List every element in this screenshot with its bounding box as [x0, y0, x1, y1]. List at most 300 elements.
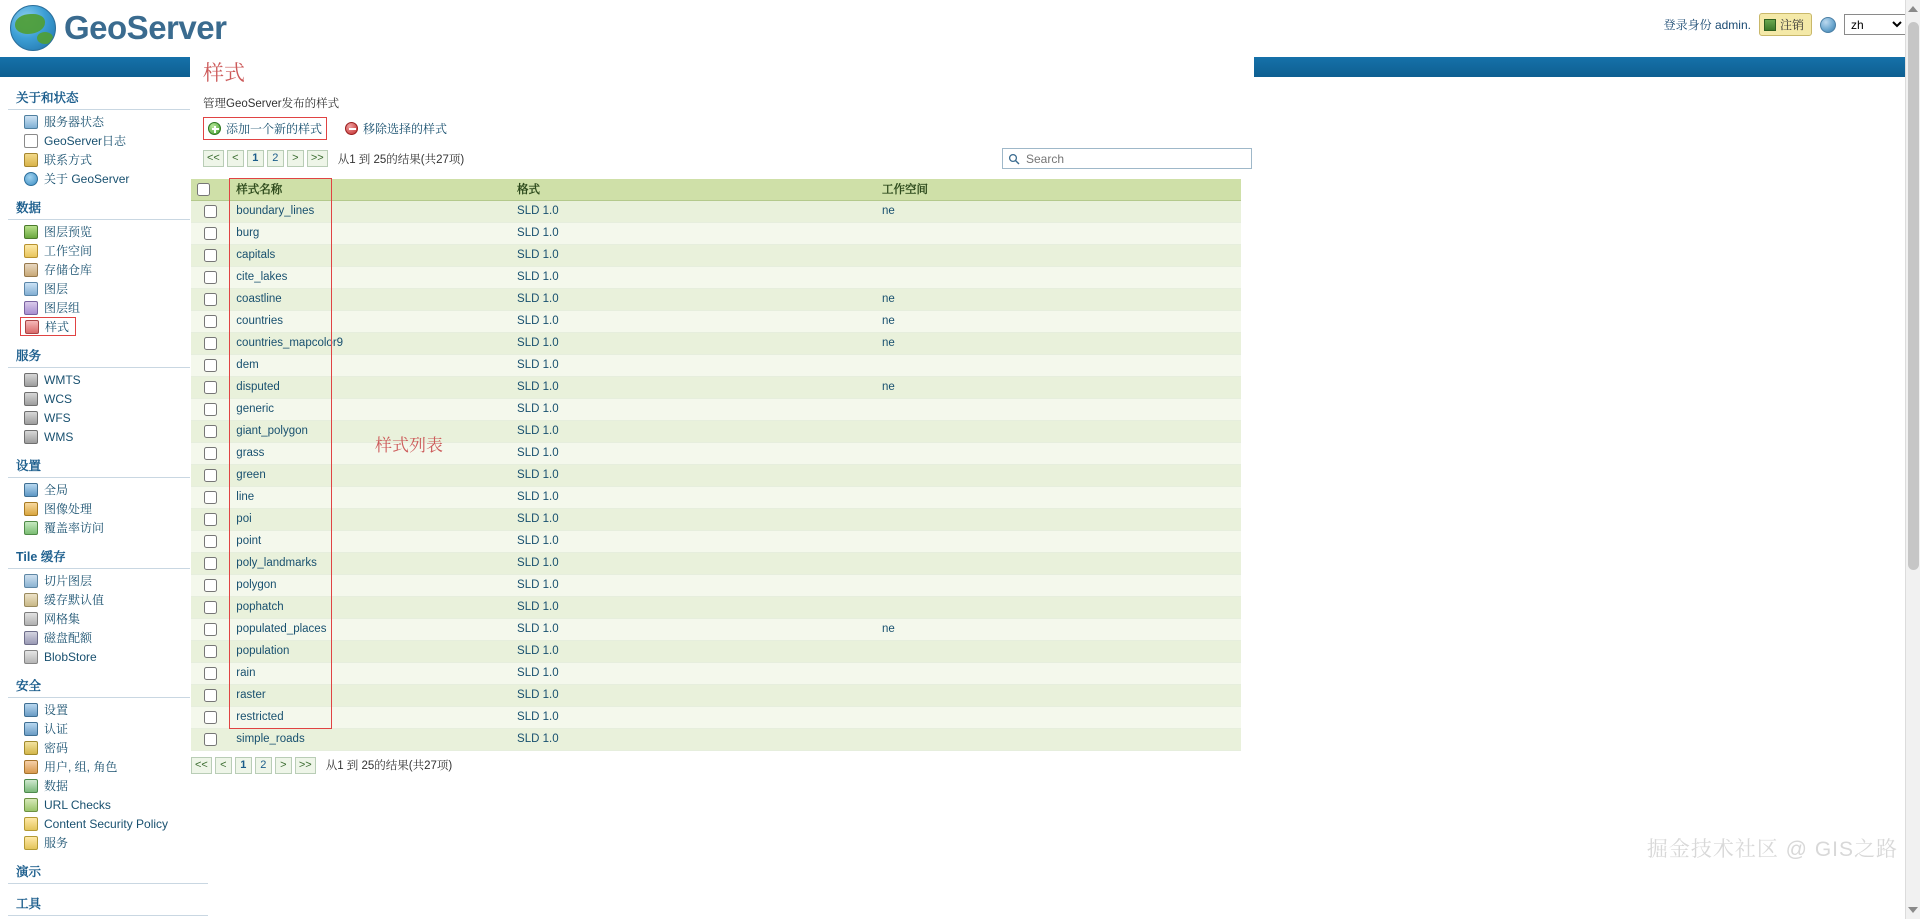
row-select-cell	[191, 332, 230, 354]
auth-icon	[24, 722, 38, 736]
pager-page-1[interactable]: 1	[235, 757, 252, 774]
url-check-icon	[24, 798, 38, 812]
style-format-cell: SLD 1.0	[511, 486, 876, 508]
login-status-text: 登录身份 admin.	[1663, 18, 1751, 32]
style-name-link[interactable]: dem	[236, 359, 259, 371]
cache-icon	[24, 593, 38, 607]
style-name-cell[interactable]	[230, 420, 511, 442]
sidebar-item-tile-layers[interactable]	[8, 571, 208, 590]
style-name-cell[interactable]	[230, 266, 511, 288]
style-name-link[interactable]: population	[236, 645, 290, 657]
sidebar-item-wfs[interactable]	[8, 408, 208, 427]
row-select-cell	[191, 354, 230, 376]
style-format-cell: SLD 1.0	[511, 508, 876, 530]
watermark: 掘金技术社区 @ GIS之路	[1646, 838, 1898, 861]
row-select-cell	[191, 530, 230, 552]
table-row	[191, 354, 1241, 376]
sidebar-item-label: 密码	[44, 740, 69, 755]
language-select[interactable]	[1844, 14, 1906, 35]
style-name-cell[interactable]	[230, 640, 511, 662]
sidebar-item-layer-groups[interactable]	[8, 298, 208, 317]
style-workspace-cell: ne	[876, 376, 1241, 398]
sidebar-item-label: 图层组	[44, 300, 81, 315]
style-workspace-cell	[876, 266, 1241, 288]
style-name-link[interactable]: poly_landmarks	[236, 557, 317, 569]
sidebar-item-blobstore[interactable]	[8, 647, 208, 666]
row-select-checkbox[interactable]	[204, 645, 217, 658]
styles-table	[191, 179, 1241, 751]
table-header-row	[191, 179, 1241, 200]
style-name-link[interactable]: cite_lakes	[236, 271, 288, 283]
sidebar-item-about[interactable]	[8, 169, 208, 188]
style-name-cell[interactable]	[230, 200, 511, 222]
pager-next[interactable]: >	[287, 150, 304, 167]
add-style-button[interactable]	[203, 117, 327, 140]
plus-icon	[208, 122, 221, 135]
row-select-cell	[191, 706, 230, 728]
sidebar-item-content-security-policy[interactable]	[8, 814, 208, 833]
style-name-cell[interactable]	[230, 530, 511, 552]
row-select-checkbox[interactable]	[204, 579, 217, 592]
sidebar-item-layer-preview[interactable]	[8, 222, 208, 241]
style-workspace-cell	[876, 244, 1241, 266]
coverage-icon	[24, 521, 38, 535]
style-workspace-cell	[876, 354, 1241, 376]
table-row	[191, 662, 1241, 684]
service-icon	[24, 392, 38, 406]
row-select-checkbox[interactable]	[204, 227, 217, 240]
row-select-checkbox[interactable]	[204, 271, 217, 284]
sidebar-item-geoserver-logs[interactable]	[8, 131, 208, 150]
logout-button[interactable]	[1759, 13, 1812, 36]
style-name-link[interactable]: giant_polygon	[236, 425, 308, 437]
pager-bottom	[191, 757, 452, 774]
sidebar-item-label: 覆盖率访问	[44, 520, 105, 535]
remove-styles-button[interactable]	[341, 118, 451, 139]
page-scrollbar[interactable]	[1905, 0, 1920, 919]
style-format-cell: SLD 1.0	[511, 376, 876, 398]
row-select-cell	[191, 420, 230, 442]
sidebar-item-caching-defaults[interactable]	[8, 590, 208, 609]
style-workspace-cell: ne	[876, 332, 1241, 354]
sidebar-item-label: URL Checks	[44, 797, 111, 812]
nav-group-status	[8, 80, 208, 188]
table-row	[191, 442, 1241, 464]
sidebar-item-label: 服务器状态	[44, 114, 105, 129]
style-name-cell[interactable]	[230, 596, 511, 618]
row-select-checkbox[interactable]	[204, 513, 217, 526]
nav-group-settings	[8, 448, 208, 537]
table-row	[191, 530, 1241, 552]
style-name-cell[interactable]	[230, 310, 511, 332]
styles-table-body	[191, 200, 1241, 750]
nav-group-title: 关于和状态	[8, 80, 208, 110]
style-name-cell[interactable]	[230, 222, 511, 244]
column-header-workspace[interactable]: 工作空间	[876, 179, 1241, 200]
style-format-cell: SLD 1.0	[511, 442, 876, 464]
sidebar-item-url-checks[interactable]	[8, 795, 208, 814]
style-name-cell[interactable]	[230, 464, 511, 486]
style-format-cell: SLD 1.0	[511, 552, 876, 574]
style-workspace-cell	[876, 442, 1241, 464]
table-row	[191, 640, 1241, 662]
grid-icon	[24, 612, 38, 626]
style-workspace-cell	[876, 508, 1241, 530]
sidebar-item-styles[interactable]	[20, 317, 76, 336]
nav-group-title: 工具	[8, 886, 208, 916]
pager-prev[interactable]: <	[215, 757, 232, 774]
style-name-link[interactable]: disputed	[236, 381, 280, 393]
style-name-link[interactable]: line	[236, 491, 255, 503]
style-workspace-cell: ne	[876, 200, 1241, 222]
pager-summary: 从1 到 25的结果(共27项)	[337, 153, 465, 166]
style-workspace-cell	[876, 596, 1241, 618]
style-format-cell: SLD 1.0	[511, 288, 876, 310]
sidebar-item-label: GeoServer日志	[44, 133, 127, 148]
sidebar-item-label: Content Security Policy	[44, 816, 169, 831]
row-select-checkbox[interactable]	[204, 403, 217, 416]
style-name-link[interactable]: restricted	[236, 711, 284, 723]
pager-prev[interactable]: <	[227, 150, 244, 167]
sidebar-item-label: 切片图层	[44, 573, 93, 588]
sidebar-item-label: 磁盘配额	[44, 630, 93, 645]
sidebar-item-global[interactable]	[8, 480, 208, 499]
style-name-link[interactable]: pophatch	[236, 601, 284, 613]
table-row	[191, 508, 1241, 530]
style-format-cell: SLD 1.0	[511, 618, 876, 640]
nav-group-title: 数据	[8, 190, 208, 220]
sidebar-item-coverage-access[interactable]	[8, 518, 208, 537]
row-select-checkbox[interactable]	[204, 623, 217, 636]
row-select-checkbox[interactable]	[204, 469, 217, 482]
app-logo[interactable]	[10, 5, 226, 51]
style-name-link[interactable]: green	[236, 469, 266, 481]
style-workspace-cell: ne	[876, 288, 1241, 310]
add-style-label: 添加一个新的样式	[226, 122, 323, 136]
row-select-checkbox[interactable]	[204, 315, 217, 328]
sidebar-item-label: 联系方式	[44, 152, 93, 167]
table-row	[191, 398, 1241, 420]
pager-page-2[interactable]: 2	[255, 757, 272, 774]
style-name-link[interactable]: poi	[236, 513, 252, 525]
style-name-cell[interactable]	[230, 244, 511, 266]
row-select-cell	[191, 486, 230, 508]
style-format-cell: SLD 1.0	[511, 464, 876, 486]
sidebar-item-label: 服务	[44, 835, 69, 850]
table-row	[191, 706, 1241, 728]
style-name-link[interactable]: populated_places	[236, 623, 327, 635]
style-workspace-cell	[876, 640, 1241, 662]
pager-last[interactable]: >>	[307, 150, 328, 167]
row-select-cell	[191, 200, 230, 222]
row-select-checkbox[interactable]	[204, 425, 217, 438]
row-select-cell	[191, 442, 230, 464]
style-format-cell: SLD 1.0	[511, 706, 876, 728]
search-box[interactable]	[1002, 148, 1252, 169]
style-workspace-cell	[876, 464, 1241, 486]
row-select-cell	[191, 574, 230, 596]
style-workspace-cell	[876, 574, 1241, 596]
row-select-cell	[191, 662, 230, 684]
nav-group-title: 服务	[8, 338, 208, 368]
style-name-link[interactable]: raster	[236, 689, 266, 701]
pager-summary: 从1 到 25的结果(共27项)	[325, 760, 453, 772]
sidebar-item-passwords[interactable]	[8, 738, 208, 757]
panel-header	[191, 47, 1254, 179]
row-select-checkbox[interactable]	[204, 359, 217, 372]
style-name-cell[interactable]	[230, 706, 511, 728]
style-name-link[interactable]: point	[236, 535, 262, 547]
sidebar-item-label: 缓存默认值	[44, 592, 105, 607]
table-row	[191, 310, 1241, 332]
key-icon	[24, 741, 38, 755]
table-row	[191, 376, 1241, 398]
sidebar-item-wmts[interactable]	[8, 370, 208, 389]
sidebar-item-security-data[interactable]	[8, 776, 208, 795]
pager-top	[203, 150, 464, 167]
style-name-cell[interactable]	[230, 354, 511, 376]
table-row	[191, 618, 1241, 640]
users-icon	[24, 760, 38, 774]
pager-page-2[interactable]: 2	[267, 150, 284, 167]
style-format-cell: SLD 1.0	[511, 266, 876, 288]
page-title: 样式	[203, 62, 245, 85]
nav-group-title: 演示	[8, 854, 208, 884]
row-select-checkbox[interactable]	[204, 249, 217, 262]
style-name-cell[interactable]	[230, 486, 511, 508]
style-format-cell: SLD 1.0	[511, 574, 876, 596]
search-icon	[1008, 153, 1020, 165]
table-row	[191, 244, 1241, 266]
pager-first[interactable]: <<	[191, 757, 212, 774]
overlay-annotation-label: 样式列表	[375, 436, 443, 455]
row-select-checkbox[interactable]	[204, 447, 217, 460]
style-name-link[interactable]: rain	[236, 667, 256, 679]
style-name-link[interactable]: polygon	[236, 579, 277, 591]
style-workspace-cell	[876, 706, 1241, 728]
nav-group-demos	[8, 854, 208, 884]
row-select-checkbox[interactable]	[204, 535, 217, 548]
style-workspace-cell	[876, 398, 1241, 420]
sidebar-item-users-groups-roles[interactable]	[8, 757, 208, 776]
app-title: GeoServer	[64, 9, 227, 46]
table-row	[191, 266, 1241, 288]
sidebar-item-label: 图层预览	[44, 224, 93, 239]
sidebar-item-label: 用户, 组, 角色	[44, 759, 118, 774]
folder-icon	[24, 244, 38, 258]
table-row	[191, 464, 1241, 486]
style-format-cell: SLD 1.0	[511, 200, 876, 222]
pager-first[interactable]: <<	[203, 150, 224, 167]
scrollbar-thumb[interactable]	[1908, 22, 1919, 570]
style-format-cell: SLD 1.0	[511, 310, 876, 332]
document-icon	[24, 134, 38, 148]
monitor-icon	[24, 115, 38, 129]
row-select-cell	[191, 596, 230, 618]
style-name-cell[interactable]	[230, 552, 511, 574]
row-select-checkbox[interactable]	[204, 293, 217, 306]
top-pager-row	[203, 148, 1254, 169]
style-name-cell[interactable]	[230, 662, 511, 684]
bottom-pager-row	[191, 757, 1254, 782]
style-format-cell: SLD 1.0	[511, 728, 876, 750]
sidebar-item-image-processing[interactable]	[8, 499, 208, 518]
style-format-cell: SLD 1.0	[511, 530, 876, 552]
style-icon	[25, 320, 39, 334]
style-workspace-cell	[876, 222, 1241, 244]
style-name-link[interactable]: simple_roads	[236, 733, 305, 745]
styles-table-head	[191, 179, 1241, 200]
sidebar-item-contact[interactable]	[8, 150, 208, 169]
sidebar-item-wms[interactable]	[8, 427, 208, 446]
style-name-cell[interactable]	[230, 508, 511, 530]
row-select-cell	[191, 244, 230, 266]
style-name-link[interactable]: countries_mapcolor9	[236, 337, 344, 349]
sidebar-item-label: 存储仓库	[44, 262, 93, 277]
style-workspace-cell	[876, 486, 1241, 508]
style-name-cell[interactable]	[230, 398, 511, 420]
style-name-cell[interactable]	[230, 728, 511, 750]
layer-preview-icon	[24, 225, 38, 239]
sidebar-item-label: 样式	[45, 319, 70, 334]
style-name-cell[interactable]	[230, 376, 511, 398]
style-name-link[interactable]: countries	[236, 315, 283, 327]
nav-group-title: 安全	[8, 668, 208, 698]
global-icon	[24, 483, 38, 497]
sidebar-item-label: BlobStore	[44, 649, 97, 664]
row-select-checkbox[interactable]	[204, 667, 217, 680]
service-icon	[24, 373, 38, 387]
sidebar-item-gridsets[interactable]	[8, 609, 208, 628]
sidebar-item-security-services[interactable]	[8, 833, 208, 852]
column-header-name[interactable]: 样式名称	[230, 179, 511, 200]
row-select-cell	[191, 398, 230, 420]
link-icon	[24, 153, 38, 167]
panel-actions	[203, 117, 1254, 140]
image-icon	[24, 502, 38, 516]
pager-last[interactable]: >>	[295, 757, 316, 774]
sidebar-item-stores[interactable]	[8, 260, 208, 279]
row-select-checkbox[interactable]	[204, 733, 217, 746]
row-select-cell	[191, 376, 230, 398]
row-select-cell	[191, 266, 230, 288]
sidebar-item-authentication[interactable]	[8, 719, 208, 738]
sidebar-item-security-settings[interactable]	[8, 700, 208, 719]
sidebar-item-label: 网格集	[44, 611, 81, 626]
row-select-checkbox[interactable]	[204, 711, 217, 724]
row-select-cell	[191, 464, 230, 486]
style-name-link[interactable]: burg	[236, 227, 260, 239]
layer-group-icon	[24, 301, 38, 315]
tile-layer-icon	[24, 574, 38, 588]
nav-group-tile-caching	[8, 539, 208, 666]
row-select-checkbox[interactable]	[204, 491, 217, 504]
search-input[interactable]	[1024, 150, 1246, 167]
style-name-link[interactable]: generic	[236, 403, 275, 415]
row-select-cell	[191, 684, 230, 706]
pager-page-1[interactable]: 1	[247, 150, 264, 167]
sidebar-item-label: 关于 GeoServer	[44, 171, 130, 186]
row-select-cell	[191, 288, 230, 310]
style-format-cell: SLD 1.0	[511, 420, 876, 442]
style-workspace-cell: ne	[876, 618, 1241, 640]
row-select-checkbox[interactable]	[204, 601, 217, 614]
scroll-up-icon[interactable]	[1908, 6, 1918, 12]
select-all-checkbox[interactable]	[197, 183, 210, 196]
style-name-cell[interactable]	[230, 442, 511, 464]
style-name-cell[interactable]	[230, 618, 511, 640]
style-format-cell: SLD 1.0	[511, 244, 876, 266]
sidebar-item-layers[interactable]	[8, 279, 208, 298]
nav-group-services	[8, 338, 208, 446]
style-name-cell[interactable]	[230, 574, 511, 596]
style-name-link[interactable]: capitals	[236, 249, 276, 261]
nav-group-title: Tile 缓存	[8, 539, 208, 569]
style-name-cell[interactable]	[230, 288, 511, 310]
nav-group-data	[8, 190, 208, 336]
row-select-cell	[191, 552, 230, 574]
style-format-cell: SLD 1.0	[511, 684, 876, 706]
sidebar-item-workspaces[interactable]	[8, 241, 208, 260]
style-name-cell[interactable]	[230, 684, 511, 706]
row-select-checkbox[interactable]	[204, 337, 217, 350]
row-select-cell	[191, 728, 230, 750]
sidebar-item-label: WMS	[44, 429, 74, 444]
sidebar-item-label: WMTS	[44, 372, 81, 387]
nav-group-tools	[8, 886, 208, 916]
table-row	[191, 420, 1241, 442]
row-select-cell	[191, 310, 230, 332]
column-header-format[interactable]: 格式	[511, 179, 876, 200]
style-workspace-cell: ne	[876, 310, 1241, 332]
style-format-cell: SLD 1.0	[511, 662, 876, 684]
row-select-cell	[191, 508, 230, 530]
nav-group-security	[8, 668, 208, 852]
sidebar-item-label: 工作空间	[44, 243, 93, 258]
row-select-checkbox[interactable]	[204, 557, 217, 570]
service-icon	[24, 411, 38, 425]
logout-label: 注销	[1779, 18, 1804, 32]
sidebar-item-label: 图像处理	[44, 501, 93, 516]
style-name-link[interactable]: grass	[236, 447, 265, 459]
sidebar-item-server-status[interactable]	[8, 112, 208, 131]
sidebar-item-label: 图层	[44, 281, 69, 296]
sidebar-item-disk-quota[interactable]	[8, 628, 208, 647]
pager-next[interactable]: >	[275, 757, 292, 774]
style-format-cell: SLD 1.0	[511, 398, 876, 420]
style-name-link[interactable]: coastline	[236, 293, 282, 305]
scroll-down-icon[interactable]	[1908, 907, 1918, 913]
style-workspace-cell	[876, 420, 1241, 442]
sidebar-item-wcs[interactable]	[8, 389, 208, 408]
row-select-checkbox[interactable]	[204, 689, 217, 702]
styles-panel	[190, 47, 1254, 786]
style-workspace-cell	[876, 552, 1241, 574]
table-row	[191, 222, 1241, 244]
row-select-checkbox[interactable]	[204, 381, 217, 394]
style-format-cell: SLD 1.0	[511, 354, 876, 376]
style-name-cell[interactable]	[230, 332, 511, 354]
style-name-link[interactable]: boundary_lines	[236, 205, 315, 217]
style-workspace-cell	[876, 684, 1241, 706]
style-format-cell: SLD 1.0	[511, 222, 876, 244]
data-icon	[24, 779, 38, 793]
table-row	[191, 574, 1241, 596]
row-select-cell	[191, 618, 230, 640]
table-row	[191, 728, 1241, 750]
table-row	[191, 486, 1241, 508]
row-select-checkbox[interactable]	[204, 205, 217, 218]
